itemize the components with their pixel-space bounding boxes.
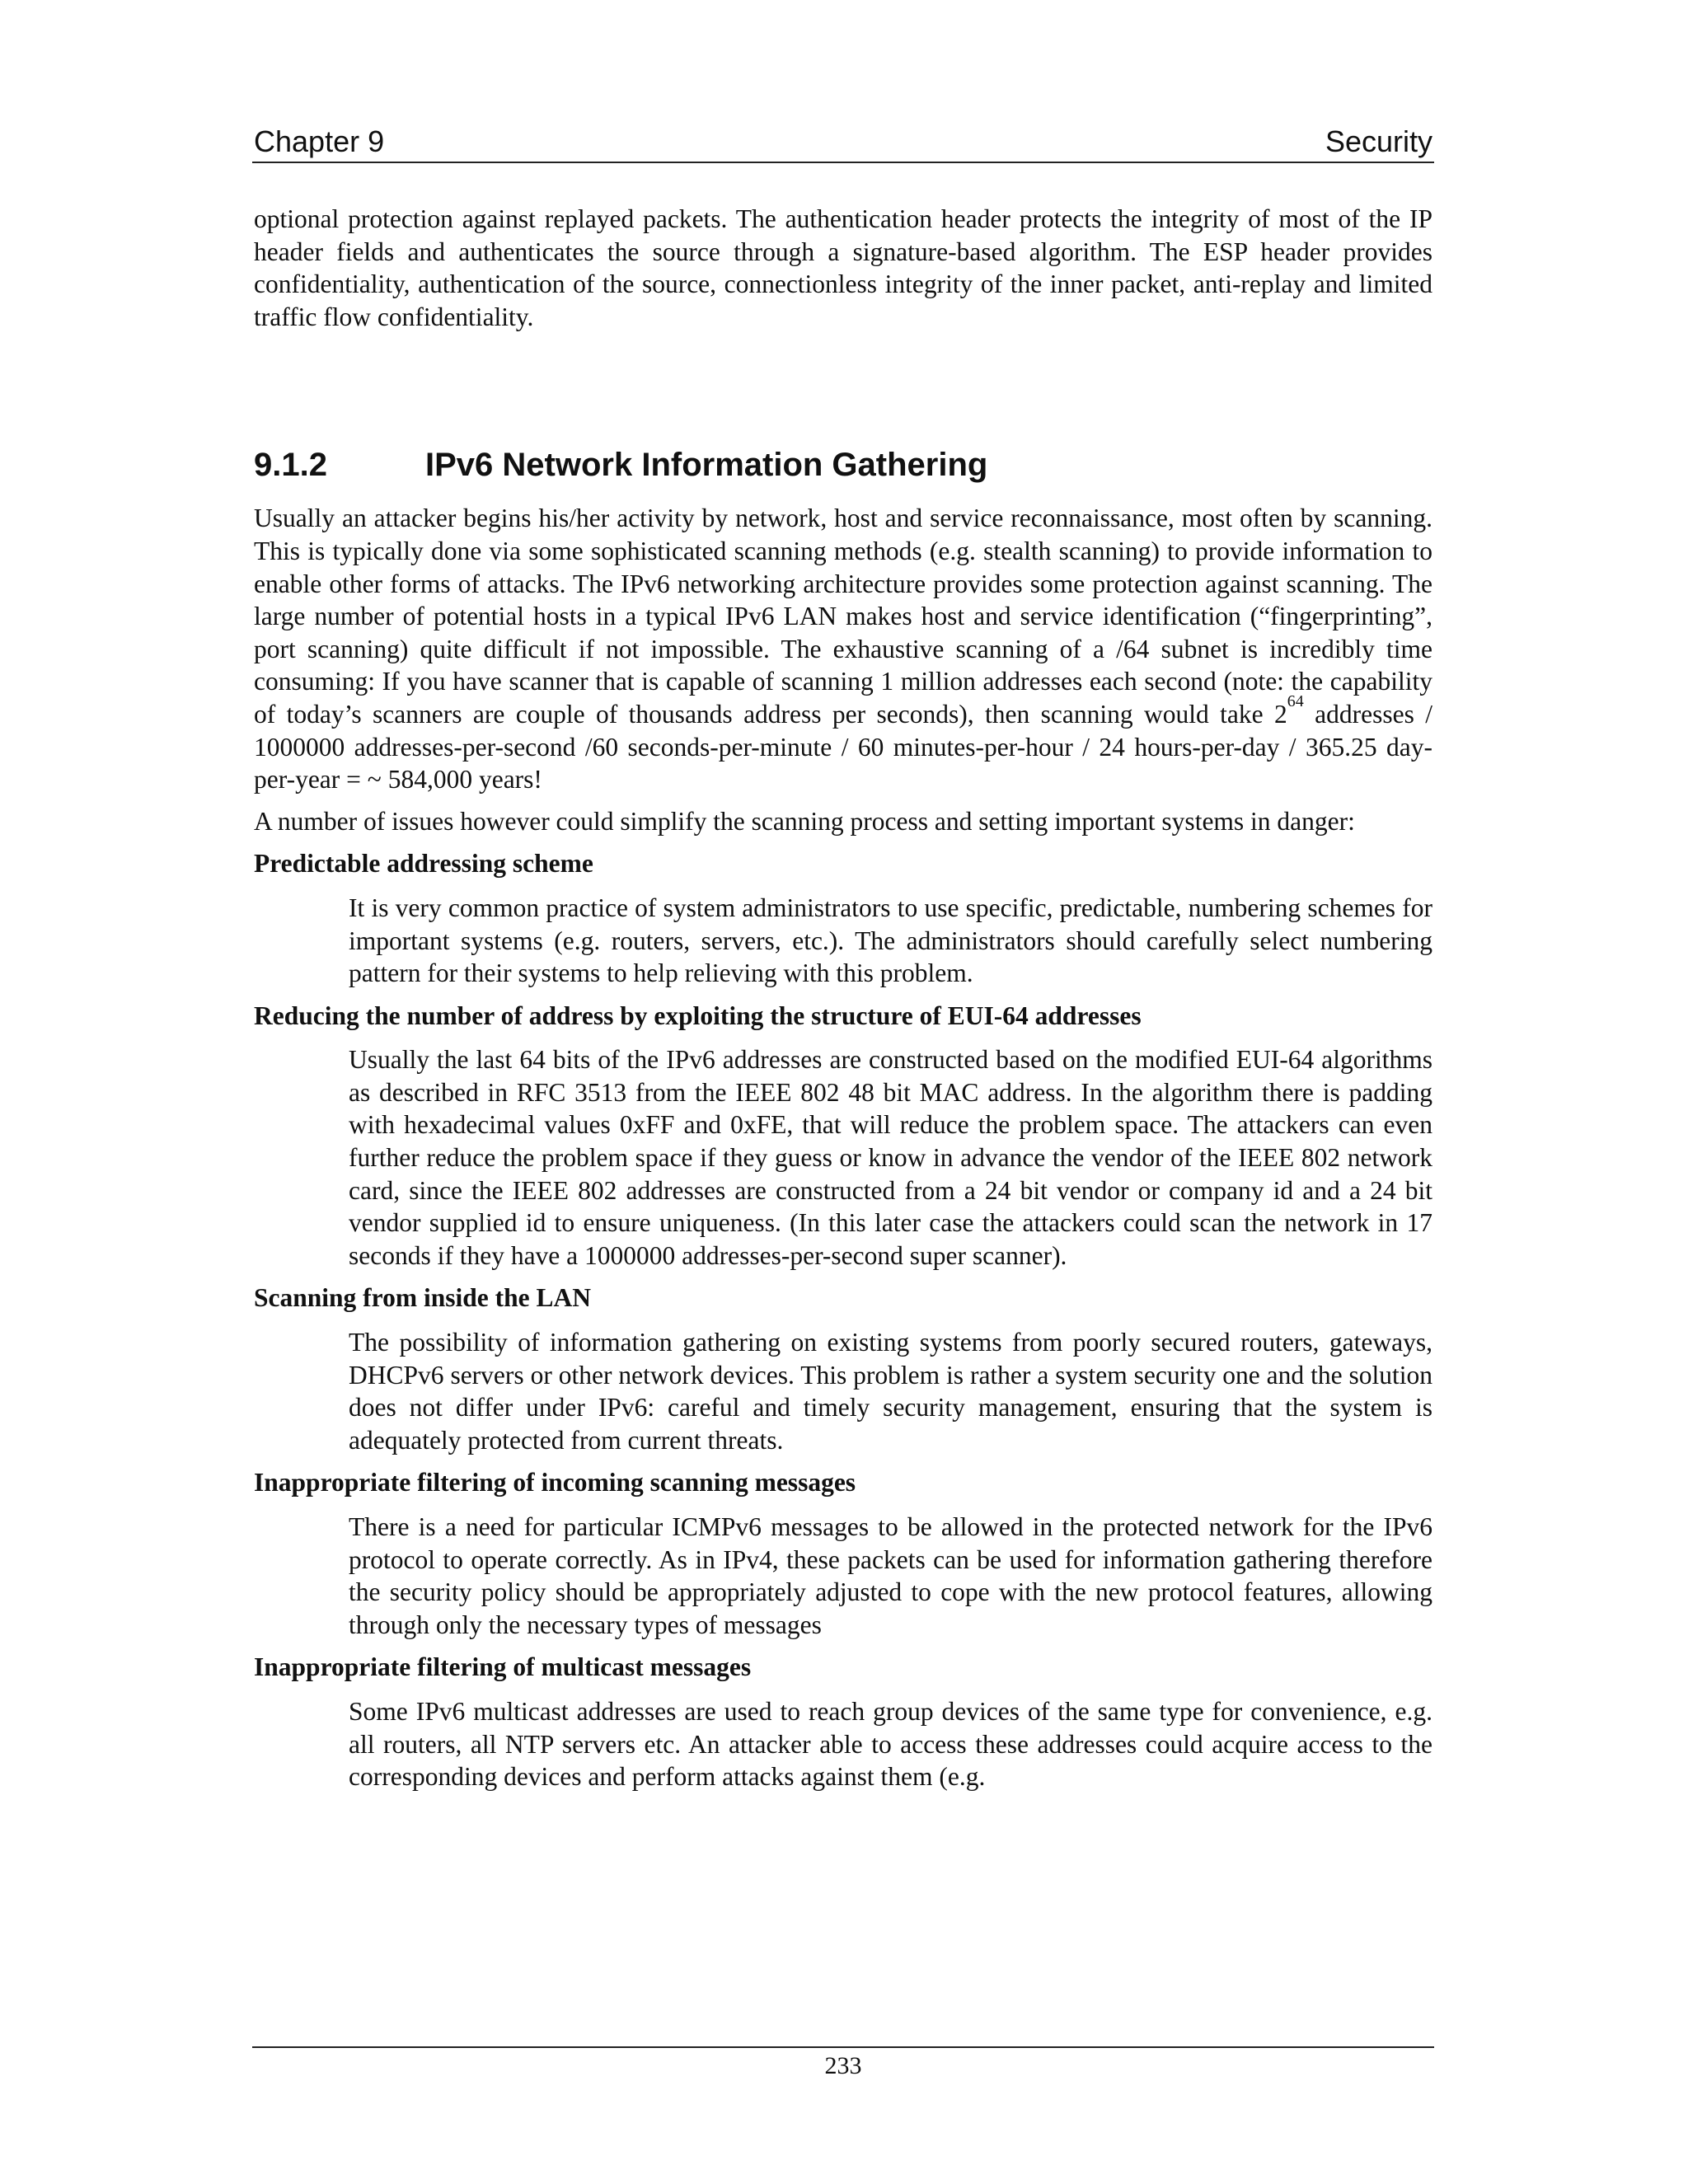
issue-list xyxy=(254,847,1432,1793)
intro-paragraph: optional protection against replayed packets. The authentication header protects the integrity of most of the IP header fields and authenticates the source through a signature-based algorithm. The ESP header provides confidentiality, authentication of the source, connectionless integrity of the inner packet, anti-replay and limited traffic flow confidentiality. xyxy=(254,204,1432,331)
page-number: 233 xyxy=(824,2052,862,2079)
chapter-label: Chapter 9 xyxy=(254,124,385,158)
section-paragraph-1 xyxy=(254,502,1432,795)
footer-divider xyxy=(252,2046,1434,2048)
issue-description: It is very common practice of system administrators to use specific, predictable, numbering schemes for important systems (e.g. routers, servers, etc.). The administrators should carefully select numbering pattern for their systems to help relieving with this problem. xyxy=(349,893,1432,988)
issue-term: Scanning from inside the LAN xyxy=(254,1283,591,1313)
document-page xyxy=(252,0,1434,2184)
exponent: 64 xyxy=(1287,691,1304,710)
issue-description: The possibility of information gathering on existing systems from poorly secured routers, gateways, DHCPv6 servers or other network devices. This problem is rather a system security one and the solution does not differ under IPv6: careful and timely security management, ensuring that the system is adequately protected from current threats. xyxy=(349,1328,1432,1455)
issue-description: There is a need for particular ICMPv6 messages to be allowed in the protected network for the IPv6 protocol to operate correctly. As in IPv4, these packets can be used for information gathering therefore the security policy should be appropriately adjusted to cope with the new protocol features, allowing through only the necessary types of messages xyxy=(349,1512,1432,1639)
body-text xyxy=(254,203,1432,1793)
issue-term: Inappropriate filtering of multicast messages xyxy=(254,1652,752,1682)
section-paragraph-2: A number of issues however could simplify the scanning process and setting important systems in danger: xyxy=(254,806,1355,836)
paragraph-1-continued: addresses / 1000000 addresses-per-second /60 seconds-per-minute / 60 minutes-per-hour / 24 hours-per-day / 365.25 day-per-year = ~ 584,000 years! xyxy=(254,699,1432,794)
issue-description: Usually the last 64 bits of the IPv6 addresses are constructed based on the modified EUI-64 algorithms as described in RFC 3513 from the IEEE 802 48 bit MAC address. In the algorithm there is padding with hexadecimal values 0xFF and 0xFE, that will reduce the problem space. The attackers can even further reduce the problem space if they guess or know in advance the vendor of the IEEE 802 network card, since the IEEE 802 addresses are constructed from a 24 bit vendor or company id and a 24 bit vendor supplied id to ensure uniqueness. (In this later case the attackers could scan the network in 17 seconds if they have a 1000000 addresses-per-second super scanner). xyxy=(349,1045,1432,1270)
issue-description: Some IPv6 multicast addresses are used to reach group devices of the same type for convenience, e.g. all routers, all NTP servers etc. An attacker able to access these addresses could acquire access to the corresponding devices and perform attacks against them (e.g. xyxy=(349,1696,1432,1792)
paragraph-1-text: Usually an attacker begins his/her activity by network, host and service reconnaissance, most often by scanning. This is typically done via some sophisticated scanning methods (e.g. stealth scanning) to provide information to enable other forms of attacks. The IPv6 networking architecture provides some protection against scanning. The large number of potential hosts in a typical IPv6 LAN makes host and service identification (“fingerprinting”, port scanning) quite difficult if not impossible. The exhaustive scanning of a /64 subnet is incredibly time consuming: If you have scanner that is capable of scanning 1 million addresses each second (note: the capability of today’s scanners are couple of thousands address per seconds), then scanning would take 2 xyxy=(254,504,1432,729)
section-heading xyxy=(254,444,1432,485)
issue-term: Inappropriate filtering of incoming scanning messages xyxy=(254,1468,856,1497)
issue-term: Reducing the number of address by exploiting the structure of EUI-64 addresses xyxy=(254,1001,1142,1030)
section-title: IPv6 Network Information Gathering xyxy=(425,447,988,484)
section-number: 9.1.2 xyxy=(254,447,327,484)
running-header xyxy=(252,122,1434,163)
issue-term: Predictable addressing scheme xyxy=(254,849,593,879)
header-section-title: Security xyxy=(1325,124,1432,158)
